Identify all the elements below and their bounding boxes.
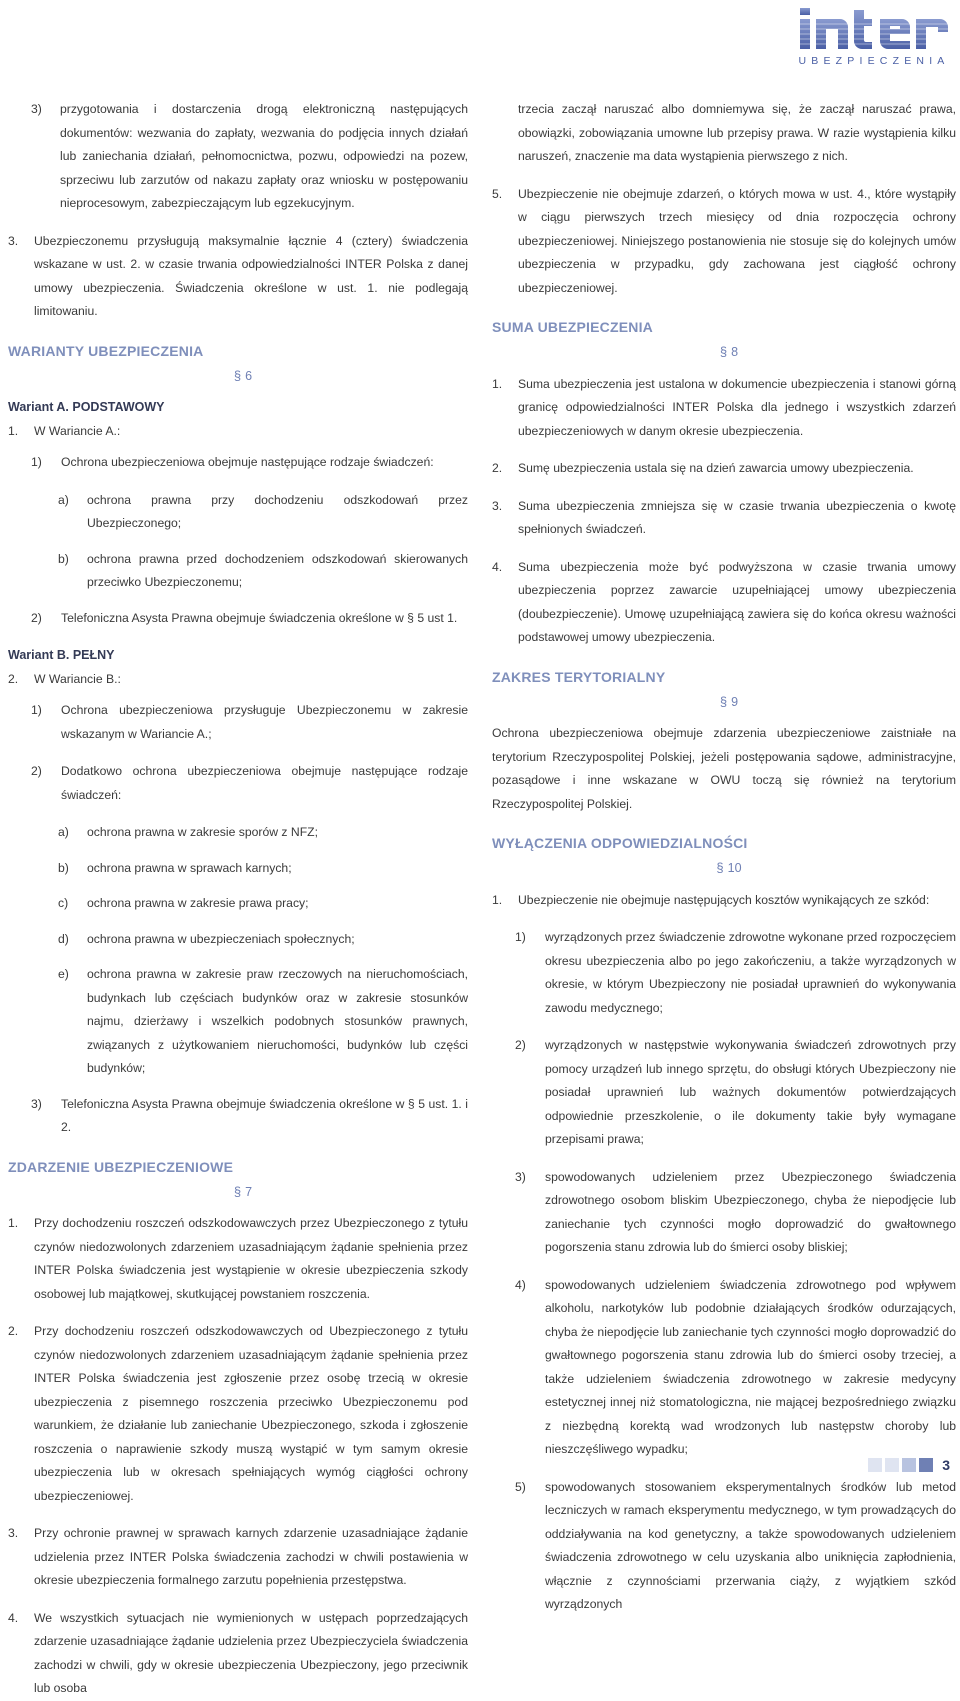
section-heading-suma: SUMA UBEZPIECZENIA [492,319,653,335]
page-number: 3 [942,1457,950,1473]
list-item: 5) spowodowanych stosowaniem eksperymentalnych środków lub metod leczniczych w ramach eksperymentu medycznego, w tym prowadzących do oddziaływania na kod genetyczny, a także spowodowanych udzieleniem świadczenia zdrowotnego w celu uzyskania albo uniknięcia zapłodnienia, włącznie z czynnościami przerwania ciąży, z wyjątkiem szkód wyrządzonych [515,1479,956,1611]
list-item: 2) wyrządzonych w następstwie wykonywania świadczeń zdrowotnych przy pomocy urządzeń lub innego sprzętu, do obsługi których Ubezpieczony nie posiadał uprawnień lub ważnych dokumentów potwierdzających odpowiednie przeszkolenie, o ile dokumenty takie były wymagane przepisami prawa; [515,1038,956,1146]
list-item: 1) Ochrona ubezpieczeniowa obejmuje następujące rodzaje świadczeń: [31,455,434,469]
list-item: 1. Przy dochodzeniu roszczeń odszkodowawczych przez Ubezpieczonego z tytułu czynów niedozwolonych zdarzeniem uzasadniającym żądanie spełnienia przez INTER Polska świadczenia jest wystąpienie w okresie ubezpieczenia szkody osobowej lub majątkowej, skutkującej powstaniem roszczenia. [8,1216,468,1301]
list-item: 2. Sumę ubezpieczenia ustala się na dzień zawarcia umowy ubezpieczenia. [492,461,914,475]
list-item: 1. W Wariancie A.: [8,423,121,438]
inter-logo [798,6,950,66]
footer-square-light [868,1458,882,1472]
left-column [8,98,468,1701]
list-item: a) ochrona prawna w zakresie sporów z NFZ; [58,825,318,839]
list-item: 3) Telefoniczna Asysta Prawna obejmuje świadczenia określone w § 5 ust. 1. i 2. [31,1096,468,1134]
list-item: 2. W Wariancie B.: [8,671,121,686]
list-item: 3. Przy ochronie prawnej w sprawach karnych zdarzenie uzasadniające żądanie udzielenia przez INTER Polska świadczenia zachodzi w chwili postawienia w okresie ubezpieczenia formalnego zarzutu popełnienia przestępstwa. [8,1526,468,1587]
list-item: 2) Telefoniczna Asysta Prawna obejmuje świadczenia określone w § 5 ust 1. [31,610,458,625]
list-item: 1. Suma ubezpieczenia jest ustalona w dokumencie ubezpieczenia i stanowi górną granicę odpowiedzialności INTER Polska dla jednego i wszystkich zdarzeń ubezpieczeniowych w danym okresie ubezpieczenia. [492,376,956,438]
footer-square-light [885,1458,899,1472]
list-item: 5. Ubezpieczenie nie obejmuje zdarzeń, o których mowa w ust. 4., które wystąpiły w ciągu pierwszych trzech miesięcy od dnia rozpoczęcia ochrony ubezpieczeniowej. Niniejszego postanowienia nie stosuje się do kolejnych umów ubezpieczenia w przypadku, gdy zachowana jest ciągłość ochrony ubezpieczeniowej. [492,186,956,295]
list-item: 3) spowodowanych udzieleniem przez Ubezpieczonego świadczenia zdrowotnego osobom bliskim Ubezpieczonego, chyba że niepodjęcie lub zaniechanie tych czynności mogło doprowadzić do gwałtownego pogorszenia stanu zdrowia lub do śmierci osoby bliskiej; [515,1169,956,1254]
section-heading-wylaczenia: WYŁĄCZENIA ODPOWIEDZIALNOŚCI [492,835,748,851]
paragraph-marker: § 10 [716,860,742,875]
page-footer [868,1458,950,1472]
list-item: 1) Ochrona ubezpieczeniowa przysługuje Ubezpieczonemu w zakresie wskazanym w Wariancie A.; [31,703,468,741]
list-item: 4. We wszystkich sytuacjach nie wymienionych w ustępach poprzedzających zdarzenie uzasadniające żądanie udzielenia przez Ubezpieczyciela świadczenia zachodzi w chwili, gdy w okresie ubezpieczenia Ubezpieczony, jego przeciwnik lub osoba [8,1610,468,1695]
list-item: 3. Ubezpieczonemu przysługują maksymalnie łącznie 4 (cztery) świadczenia wskazane w ust. 2. w czasie trwania odpowiedzialności INTER Polska z danej umowy ubezpieczenia. Świadczenia określone w ust. 1. nie podlegają limitowaniu. [8,233,468,318]
list-item: e) ochrona prawna w zakresie praw rzeczowych na nieruchomościach, budynkach lub częściach budynków oraz w zakresie stosunków najmu, dzierżawy i wszelkich podobnych stosunków prawnych, związanych z użytkowaniem nieruchomości, budynków lub części budynków; [58,967,468,1075]
right-column [492,98,956,1617]
section-heading-warianty: WARIANTY UBEZPIECZENIA [8,342,204,359]
list-item: a) ochrona prawna przy dochodzeniu odszkodowań przez Ubezpieczonego; [58,492,468,530]
paragraph-marker: § 7 [233,1183,253,1199]
list-item: 4. Suma ubezpieczenia może być podwyższona w czasie trwania umowy ubezpieczenia poprzez zawarcie uzupełniającej umowy ubezpieczenia (doubezpieczenie). Umowę uzupełniającą zawiera się do końca okresu ważności podstawowej umowy ubezpieczenia. [492,559,956,644]
footer-square-mid [902,1458,916,1472]
list-item: 3. Suma ubezpieczenia zmniejsza się w czasie trwania ubezpieczenia o kwotę spełnionych świadczeń. [492,498,956,536]
list-item: c) ochrona prawna w zakresie prawa pracy; [58,896,309,910]
footer-square-dark [919,1458,933,1472]
list-item: b) ochrona prawna przed dochodzeniem odszkodowań skierowanych przeciwko Ubezpieczonemu; [58,551,468,589]
logo-subtitle: UBEZPIECZENIA [798,55,950,66]
paragraph-marker: § 6 [233,367,253,383]
list-item-continuation: trzecia zaczął naruszać albo domniemywa się, że zaczął naruszać prawa, obowiązki, zobowiązania umowne lub przepisy prawa. W razie wystąpienia kilku naruszeń, znaczenie ma data wystąpienia pierwszego z nich. [518,102,956,163]
list-item: 2. Przy dochodzeniu roszczeń odszkodowawczych od Ubezpieczonego z tytułu czynów niedozwolonych zdarzeniem uzasadniającym żądanie spełnienia przez INTER Polska świadczenia jest zgłoszenie przez osobę trzecią w okresie ubezpieczenia z pisemnego roszczenia przeciwko Ubezpieczonemu pod warunkiem, że działanie lub zaniechanie Ubezpieczonego, szkoda i zgłoszenie roszczenia o naprawienie szkody muszą wystąpić w tym samym okresie ubezpieczenia lub w okresach spełniających wymóg ciągłości ochrony ubezpieczeniowej. [8,1324,468,1503]
list-item: 3) przygotowania i dostarczenia drogą elektroniczną następujących dokumentów: wezwania do zapłaty, wezwania do podjęcia innych działań lub zaniechania działań, pełnomocnictwa, pozwu, odpowiedzi na pozew, sprzeciwu lub zarzutów od nakazu zapłaty oraz wniosku w postępowaniu nieprocesowym, zabezpieczającym lub egzekucyjnym. [31,102,468,210]
list-item: 4) spowodowanych udzieleniem świadczenia zdrowotnego pod wpływem alkoholu, narkotyków lub podobnie działających środków odurzających, chyba że niepodjęcie lub zaniechanie tych czynności mogło doprowadzić do gwałtownego pogorszenia stanu zdrowia lub do śmierci osoby trzeciej, a także udzieleniem świadczenia zdrowotnego w zakresie medycyny estetycznej innej niż stomatologiczna, nie mającej bezpośredniego związku z niezbędną korektą wad wrodzonych lub następstw choroby lub nieszczęśliwego wypadku; [515,1277,956,1456]
list-item: b) ochrona prawna w sprawach karnych; [58,860,292,875]
list-item: 1) wyrządzonych przez świadczenie zdrowotne wykonane przed rozpoczęciem okresu ubezpieczenia albo po jego zakończeniu, a także wyrządzonych w okresie, w którym Ubezpieczony nie posiadał uprawnień do wykonywania zawodu medycznego; [515,930,956,1015]
list-item: 2) Dodatkowo ochrona ubezpieczeniowa obejmuje następujące rodzaje świadczeń: [31,764,468,802]
zakres-text: Ochrona ubezpieczeniowa obejmuje zdarzenia ubezpieczeniowe zaistniałe na terytorium Rzeczypospolitej Polskiej, jeżeli postępowania sądowe, administracyjne, pozasądowe i inne wskazane w OWU toczą się również na terytorium Rzeczypospolitej Polskiej. [492,726,956,811]
list-item: d) ochrona prawna w ubezpieczeniach społecznych; [58,931,355,946]
paragraph-marker: § 8 [719,344,739,359]
list-item: 1. Ubezpieczenie nie obejmuje następujących kosztów wynikających ze szkód: [492,892,930,907]
paragraph-marker: § 9 [719,693,739,709]
section-heading-zdarzenie: ZDARZENIE UBEZPIECZENIOWE [8,1158,234,1175]
section-heading-zakres: ZAKRES TERYTORIALNY [492,668,666,685]
variant-title: Wariant A. PODSTAWOWY [8,400,165,414]
variant-title: Wariant B. PEŁNY [8,648,115,662]
